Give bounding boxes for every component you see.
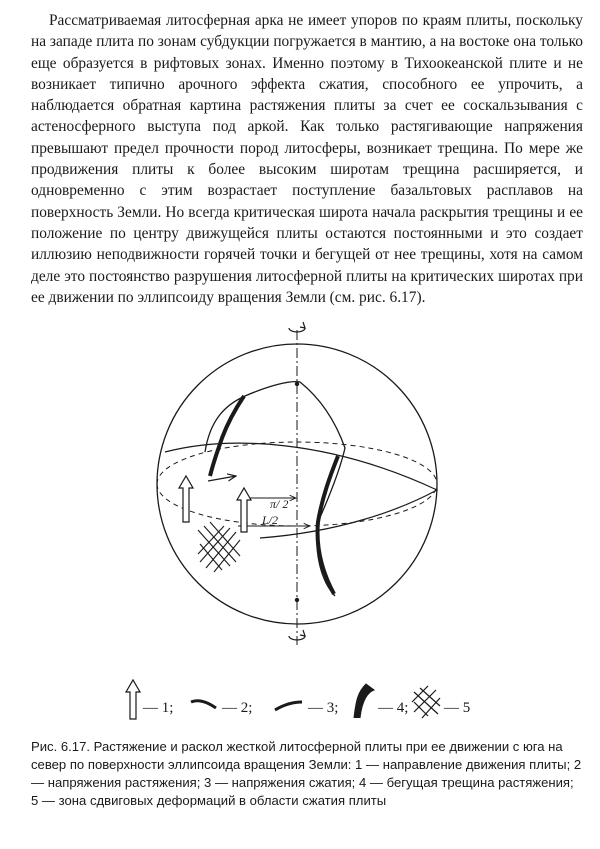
legend-label-3: — 3;: [308, 700, 339, 716]
tension-arrow: [208, 476, 236, 481]
caption-head: Рис. 6.17.: [31, 739, 90, 754]
pole-point-top: [295, 382, 299, 386]
legend-label-1: — 1;: [143, 700, 174, 716]
figure-6-17: [0, 300, 600, 740]
legend-label-5: — 5: [444, 700, 471, 716]
motion-arrow-2-icon: [237, 488, 251, 532]
plate-plane: [165, 443, 437, 538]
figure-drawing: [0, 300, 600, 740]
label-pi2: π/ 2: [270, 497, 289, 511]
legend: [126, 680, 470, 719]
motion-arrow-1-icon: [179, 476, 193, 522]
label-l2: L/2: [262, 513, 279, 527]
caption-body: Растяжение и раскол жесткой литосферной плиты при ее движении с юга на север по поверхности эллипсоида вращения Земли: 1 — направление движения плиты; 2 — напряжения растяжения; 3 — напряжения сжатия; 4 — бегущая трещина растяжения; 5 — зона сдвиговых деформаций в области сжатия плиты: [31, 739, 582, 808]
tension-stroke-icon: [191, 701, 216, 708]
compression-stroke-icon: [275, 702, 302, 710]
arrow-up-icon: [126, 680, 140, 719]
figure-caption: [31, 738, 583, 810]
pole-point-bottom: [295, 598, 299, 602]
crosshatch-icon: [412, 686, 440, 718]
plate-outline: [205, 382, 345, 596]
legend-label-4: — 4;: [378, 700, 409, 716]
legend-label-2: — 2;: [222, 700, 253, 716]
crack-icon: [354, 684, 374, 718]
body-paragraph: Рассматриваемая литосферная арка не имеет упоров по краям плиты, поскольку на западе плита по зонам субдукции погружается в мантию, а на востоке она только еще образуется в рифтовых зонах. Именно поэтому в Тихоокеанской плите и не возникает типично арочного эффекта сжатия, способного ее упрочить, а наблюдается обратная картина растяжения плиты за счет ее соскальзывания с астеносферного выступа под аркой. Как только растягивающие напряжения превышают предел прочности пород литосферы, возникает трещина. По мере же продвижения плиты к более высоким широтам трещина расширяется, и одновременно с этим возрастает поступление базальтовых расплавов на поверхность Земли. Но всегда критическая широта начала раскрытия трещины и ее положение по центру движущейся плиты остаются постоянными и это создает иллюзию неподвижности горячей точки и бегущей от нее трещины, хотя на самом деле это постоянство разрушения литосферной плиты на критических широтах при ее движении по эллипсоиду вращения Земли (см. рис. 6.17).: [31, 12, 583, 306]
shear-zone-icon: [198, 522, 240, 572]
